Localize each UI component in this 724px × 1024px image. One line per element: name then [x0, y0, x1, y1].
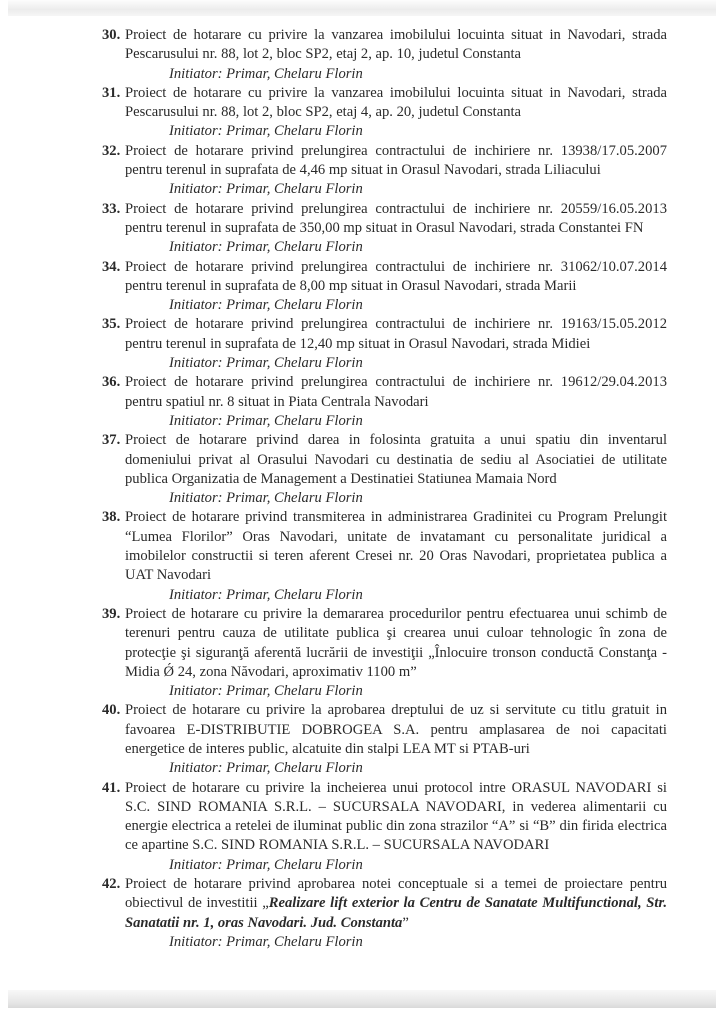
item-text: S.C. SIND ROMANIA S.R.L. – SUCURSALA NAVODARI, in vederea alimentarii cu — [125, 798, 667, 815]
item-text: domeniului privat al Orasului Navodari cu destinatia de sediu al Asociatiei de utilitate — [125, 451, 667, 468]
agenda-item-30 — [0, 26, 724, 84]
item-text: UAT Navodari — [125, 567, 212, 584]
item-text: pentru terenul in suprafata de 350,00 mp situat in Orasul Navodari, strada Constantei FN — [125, 219, 644, 236]
agenda-item-40 — [0, 701, 724, 778]
item-text-line — [0, 26, 667, 45]
item-text: Pescarusului nr. 88, lot 2, bloc SP2, etaj 2, ap. 10, judetul Constanta — [125, 46, 522, 63]
item-number: 34. — [102, 258, 121, 275]
item-text-line — [0, 663, 685, 682]
item-text-line — [0, 84, 667, 103]
item-text: Proiect de hotarare privind prelungirea contractului de inchiriere nr. 20559/16.05.2013 — [125, 200, 667, 217]
item-initiator: Initiator: Primar, Chelaru Florin — [169, 65, 363, 82]
item-number: 41. — [102, 779, 121, 796]
item-text-line — [0, 528, 667, 547]
item-initiator: Initiator: Primar, Chelaru Florin — [169, 123, 363, 140]
item-text-line — [0, 779, 667, 798]
item-text-line — [0, 393, 685, 412]
item-text-line — [0, 721, 667, 740]
item-text: pentru spatiul nr. 8 situat in Piata Centrala Navodari — [125, 393, 429, 410]
item-text: publica Organizatia de Management a Destinatiei Statiunea Mamaia Nord — [125, 470, 557, 487]
item-text: Proiect de hotarare privind prelungirea contractului de inchiriere nr. 13938/17.05.2007 — [125, 142, 667, 159]
item-text-line — [0, 103, 685, 122]
agenda-item-34 — [0, 258, 724, 316]
item-text: Proiect de hotarare cu privire la demararea procedurilor pentru efectuarea unui schimb de — [125, 605, 667, 622]
item-text: ce apartine S.C. SIND ROMANIA S.R.L. – SUCURSALA NAVODARI — [125, 837, 550, 854]
item-text-line — [0, 161, 685, 180]
item-text: Proiect de hotarare privind aprobarea notei conceptuale si a temei de proiectare pentru — [125, 876, 667, 893]
item-text-line — [0, 315, 667, 334]
item-initiator: Initiator: Primar, Chelaru Florin — [169, 490, 363, 507]
item-number: 33. — [102, 200, 121, 217]
item-text-line — [0, 624, 667, 643]
item-number: 42. — [102, 876, 121, 893]
item-text-line — [0, 798, 667, 817]
item-initiator: Initiator: Primar, Chelaru Florin — [169, 683, 363, 700]
agenda-item-37 — [0, 431, 724, 508]
item-number: 36. — [102, 374, 121, 391]
agenda-item-33 — [0, 200, 724, 258]
item-text-line — [0, 817, 667, 836]
item-number: 32. — [102, 142, 121, 159]
investment-title: Realizare lift exterior la Centru de Sanatate Multifunctional, Str. — [268, 895, 667, 912]
item-initiator: Initiator: Primar, Chelaru Florin — [169, 586, 363, 603]
item-text: pentru terenul in suprafata de 4,46 mp situat in Orasul Navodari, strada Liliacului — [125, 162, 601, 179]
item-text: pentru terenul in suprafata de 12,40 mp situat in Orasul Navodari, strada Midiei — [125, 335, 591, 352]
scan-top-edge — [8, 0, 716, 16]
item-text: Proiect de hotarare privind darea in folosinta gratuita a unui spatiu din inventarul — [125, 432, 667, 449]
item-initiator: Initiator: Primar, Chelaru Florin — [169, 355, 363, 372]
scan-bottom-edge — [8, 990, 716, 1008]
item-text: Proiect de hotarare cu privire la incheierea unui protocol intre ORASUL NAVODARI si — [125, 779, 667, 796]
item-number: 37. — [102, 432, 121, 449]
agenda-item-35 — [0, 315, 724, 373]
item-text: energetice de interes public, alcatuite din stalpi LEA MT si PTAB-uri — [125, 740, 530, 757]
item-text: imobilelor constructii si teren aferent Cresei nr. 20 Oras Navodari, proprietatea publica a — [125, 548, 667, 565]
item-text: pentru terenul in suprafata de 8,00 mp situat in Orasul Navodari, strada Marii — [125, 277, 577, 294]
item-text-line — [0, 914, 685, 933]
item-number: 31. — [102, 84, 121, 101]
item-text: Proiect de hotarare privind transmiterea in administrarea Gradinitei cu Program Prelungit — [125, 509, 667, 526]
item-text-line — [0, 451, 667, 470]
item-text-line — [0, 470, 685, 489]
agenda-item-32 — [0, 142, 724, 200]
item-text-line — [0, 605, 667, 624]
item-number: 40. — [102, 702, 121, 719]
item-text-line — [0, 219, 685, 238]
document-page — [0, 26, 724, 952]
item-initiator: Initiator: Primar, Chelaru Florin — [169, 239, 363, 256]
item-text-line — [0, 373, 667, 392]
item-text: Midia Ǿ 24, zona Năvodari, aproximativ 1100 m” — [125, 663, 417, 680]
item-text-line — [0, 740, 685, 759]
item-text: Proiect de hotarare cu privire la vanzarea imobilului locuinta situat in Navodari, strada — [125, 27, 667, 43]
item-text-line — [0, 200, 667, 219]
item-text: obiectivul de investitii „ — [125, 895, 269, 912]
item-text-line — [0, 335, 685, 354]
item-text: Proiect de hotarare privind prelungirea contractului de inchiriere nr. 19612/29.04.2013 — [125, 374, 667, 391]
item-initiator: Initiator: Primar, Chelaru Florin — [169, 297, 363, 314]
agenda-item-42 — [0, 875, 724, 952]
item-number: 35. — [102, 316, 121, 333]
item-text: Proiect de hotarare privind prelungirea contractului de inchiriere nr. 31062/10.07.2014 — [125, 258, 667, 275]
item-initiator: Initiator: Primar, Chelaru Florin — [169, 856, 363, 873]
item-initiator: Initiator: Primar, Chelaru Florin — [169, 181, 363, 198]
agenda-item-31 — [0, 84, 724, 142]
agenda-item-38 — [0, 508, 724, 604]
item-initiator: Initiator: Primar, Chelaru Florin — [169, 933, 363, 950]
item-text-line — [0, 508, 667, 527]
agenda-item-39 — [0, 605, 724, 701]
item-text: favoarea E-DISTRIBUTIE DOBROGEA S.A. pentru amplasarea de noi capacitati — [125, 721, 667, 738]
agenda-item-41 — [0, 779, 724, 875]
item-text-line — [0, 644, 667, 663]
item-text-line — [0, 258, 667, 277]
item-text-line — [0, 45, 685, 64]
agenda-item-36 — [0, 373, 724, 431]
item-initiator: Initiator: Primar, Chelaru Florin — [169, 412, 363, 429]
item-text: energie electrica a retelei de iluminat public din zona strazilor “A” si “B” din firida electrica — [125, 818, 667, 835]
item-text-line — [0, 894, 667, 913]
item-text: “Lumea Florilor” Oras Navodari, unitate de invatamant cu personalitate juridical a — [125, 528, 667, 545]
item-text: protecţie şi siguranţă aferentă lucrării de investiţii „Înlocuire tronson conductă Constanţa - — [125, 644, 667, 661]
item-text-line — [0, 431, 667, 450]
item-text-line — [0, 836, 685, 855]
item-text: Proiect de hotarare cu privire la vanzarea imobilului locuinta situat in Navodari, strada — [125, 84, 667, 101]
item-text: Proiect de hotarare privind prelungirea contractului de inchiriere nr. 19163/15.05.2012 — [125, 316, 667, 333]
investment-title: Sanatatii nr. 1, oras Navodari. Jud. Constanta — [125, 914, 403, 931]
item-number: 30. — [102, 27, 121, 43]
item-text-line — [0, 701, 667, 720]
item-text-line — [0, 142, 667, 161]
item-text: ” — [402, 914, 409, 931]
item-text: Proiect de hotarare cu privire la aprobarea dreptului de uz si servitute cu titlu gratuit in — [125, 702, 667, 719]
item-text: terenuri pentru cauza de utilitate publica şi crearea unui culoar tehnologic în zona de — [125, 625, 667, 642]
item-text-line — [0, 277, 685, 296]
item-text-line — [0, 566, 685, 585]
item-number: 38. — [102, 509, 121, 526]
item-initiator: Initiator: Primar, Chelaru Florin — [169, 760, 363, 777]
item-number: 39. — [102, 605, 121, 622]
item-text: Pescarusului nr. 88, lot 2, bloc SP2, etaj 4, ap. 20, judetul Constanta — [125, 104, 522, 121]
item-text-line — [0, 875, 667, 894]
item-text-line — [0, 547, 667, 566]
